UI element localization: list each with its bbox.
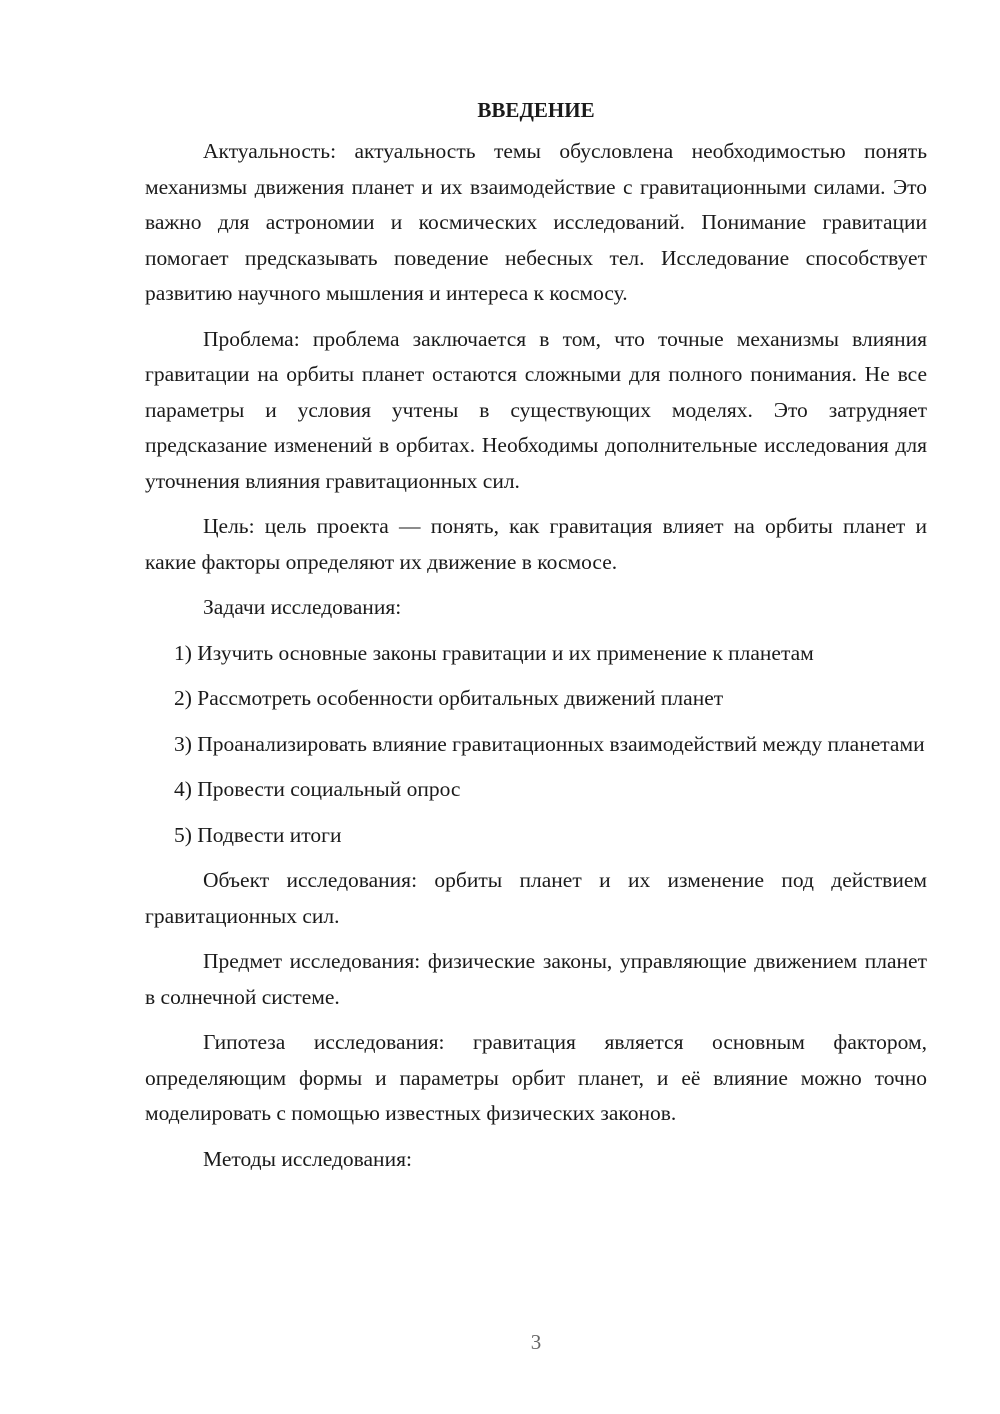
page-number: 3 xyxy=(530,1330,542,1354)
relevance-paragraph: Актуальность: актуальность темы обусловлена необходимостью понять механизмы движения планет и их взаимодействие с гравитационными силами. Это важно для астрономии и космических исследований. Понимание гравитации помогает предсказывать поведение небесных тел. Исследование способствует развитию научного мышления и интереса к космосу. xyxy=(145,139,927,305)
hypothesis-paragraph: Гипотеза исследования: гравитация является основным фактором, определяющим формы и параметры орбит планет, и её влияние можно точно моделировать с помощью известных физических законов. xyxy=(145,1030,927,1125)
problem-paragraph: Проблема: проблема заключается в том, что точные механизмы влияния гравитации на орбиты планет остаются сложными для полного понимания. Не все параметры и условия учтены в существующих моделях. Это затрудняет предсказание изменений в орбитах. Необходимы дополнительные исследования для уточнения влияния гравитационных сил. xyxy=(145,326,927,493)
subject-paragraph: Предмет исследования: физические законы, управляющие движением планет в солнечной системе. xyxy=(145,949,927,1009)
methods-heading: Методы исследования: xyxy=(203,1146,412,1171)
task-item: 5) Подвести итоги xyxy=(174,822,342,847)
task-item: 2) Рассмотреть особенности орбитальных движений планет xyxy=(174,686,724,710)
object-paragraph: Объект исследования: орбиты планет и их изменение под действием гравитационных сил. xyxy=(145,868,927,928)
goal-paragraph: Цель: цель проекта — понять, как гравитация влияет на орбиты планет и какие факторы определяют их движение в космосе. xyxy=(145,514,927,574)
task-item: 1) Изучить основные законы гравитации и их применение к планетам xyxy=(174,640,814,665)
task-item: 4) Провести социальный опрос xyxy=(174,777,461,801)
document-page xyxy=(145,94,927,1187)
section-title: ВВЕДЕНИЕ xyxy=(477,98,595,122)
task-item: 3) Проанализировать влияние гравитационных взаимодействий между планетами xyxy=(174,731,925,756)
tasks-heading: Задачи исследования: xyxy=(203,595,402,619)
